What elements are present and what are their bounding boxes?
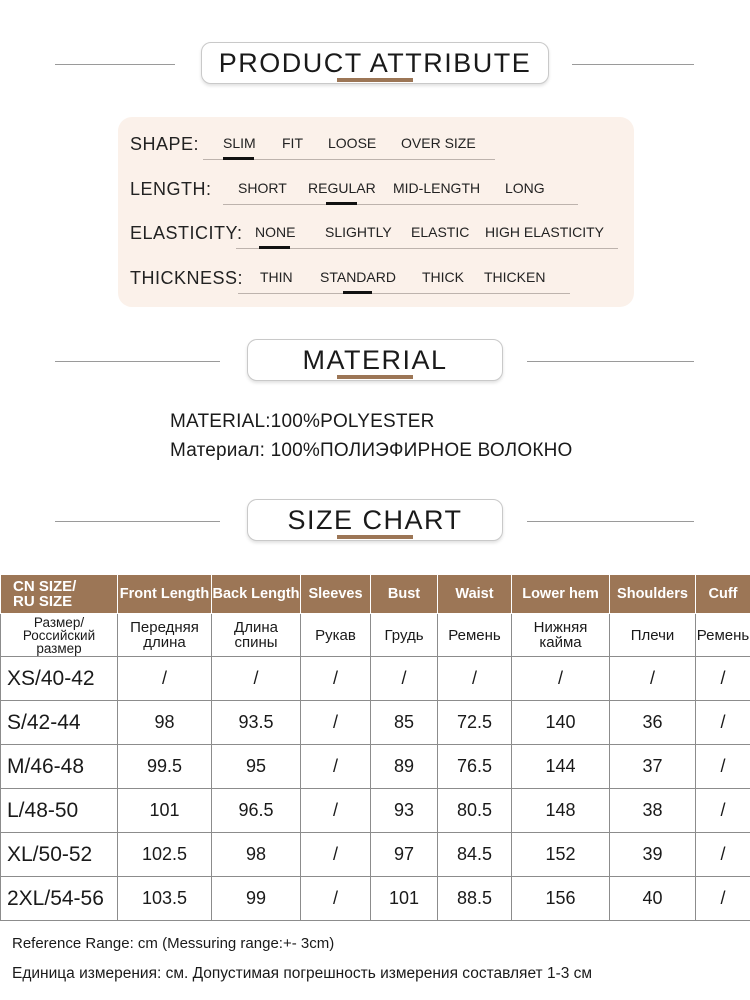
heading-rule-left xyxy=(55,64,175,65)
size-chart-heading xyxy=(0,497,750,547)
heading-rule-right xyxy=(527,361,694,362)
title-accent-bar xyxy=(337,375,413,379)
column-header-ru: Грудь xyxy=(371,614,438,657)
attribute-option: HIGH ELASTICITY xyxy=(485,224,605,240)
heading-rule-right xyxy=(572,64,694,65)
table-cell: 93 xyxy=(371,789,438,833)
column-header-ru: Размер/ Российский размер xyxy=(1,614,118,657)
table-cell: / xyxy=(438,657,512,701)
table-cell: 40 xyxy=(610,877,696,921)
column-header: Shoulders xyxy=(610,575,696,614)
table-cell: / xyxy=(696,789,750,833)
attribute-option: LOOSE xyxy=(328,135,377,151)
attribute-option: THIN xyxy=(260,269,293,285)
table-cell: 140 xyxy=(512,701,610,745)
attribute-option: OVER SIZE xyxy=(401,135,476,151)
attribute-option: SHORT xyxy=(238,180,287,196)
attribute-option: FIT xyxy=(282,135,303,151)
table-cell: 148 xyxy=(512,789,610,833)
table-cell: / xyxy=(371,657,438,701)
table-cell: 97 xyxy=(371,833,438,877)
size-label-cell: XL/50-52 xyxy=(1,833,118,877)
attribute-option: THICKEN xyxy=(484,269,546,285)
table-cell: / xyxy=(696,745,750,789)
table-row xyxy=(1,789,750,833)
table-cell: 101 xyxy=(371,877,438,921)
table-row xyxy=(1,745,750,789)
column-header: Lower hem xyxy=(512,575,610,614)
column-header: Waist xyxy=(438,575,512,614)
selected-indicator xyxy=(343,291,372,294)
table-cell: / xyxy=(301,701,371,745)
column-header-ru: Передняя длина xyxy=(118,614,212,657)
table-cell: 39 xyxy=(610,833,696,877)
column-header: Front Length xyxy=(118,575,212,614)
attribute-option: MID-LENGTH xyxy=(393,180,481,196)
table-cell: 80.5 xyxy=(438,789,512,833)
table-cell: 95 xyxy=(212,745,301,789)
attribute-panel xyxy=(118,117,634,307)
table-cell: / xyxy=(118,657,212,701)
column-header: Sleeves xyxy=(301,575,371,614)
table-cell: / xyxy=(696,701,750,745)
table-cell: / xyxy=(301,745,371,789)
section-title: MATERIAL xyxy=(247,339,503,381)
table-cell: 37 xyxy=(610,745,696,789)
size-label-cell: L/48-50 xyxy=(1,789,118,833)
product-attribute-heading xyxy=(0,40,750,90)
table-cell: 84.5 xyxy=(438,833,512,877)
table-cell: 36 xyxy=(610,701,696,745)
table-cell: 98 xyxy=(212,833,301,877)
table-cell: 156 xyxy=(512,877,610,921)
attribute-option: SLIGHTLY xyxy=(325,224,392,240)
column-header-ru: Ремень xyxy=(696,614,750,657)
table-cell: 102.5 xyxy=(118,833,212,877)
heading-rule-left xyxy=(55,521,220,522)
attribute-rule xyxy=(223,204,578,205)
reference-range-note: Reference Range: cm (Messuring range:+- 3cm) xyxy=(12,935,335,952)
attribute-rule xyxy=(238,293,570,294)
heading-rule-right xyxy=(527,521,694,522)
attribute-row-thickness xyxy=(118,263,634,293)
reference-range-note-ru: Единица измерения: см. Допустимая погрешность измерения составляет 1-3 см xyxy=(12,965,593,982)
selected-indicator xyxy=(223,157,254,160)
table-cell: 72.5 xyxy=(438,701,512,745)
table-cell: / xyxy=(301,657,371,701)
column-header-ru: Плечи xyxy=(610,614,696,657)
material-russian: Материал: 100%ПОЛИЭФИРНОЕ ВОЛОКНО xyxy=(170,440,573,461)
size-chart-table xyxy=(0,574,750,921)
table-cell: 88.5 xyxy=(438,877,512,921)
section-title: SIZE CHART xyxy=(247,499,503,541)
section-title: PRODUCT ATTRIBUTE xyxy=(201,42,549,84)
table-cell: 76.5 xyxy=(438,745,512,789)
attribute-label: SHAPE: xyxy=(130,134,200,154)
table-cell: / xyxy=(696,833,750,877)
attribute-option: STANDARD xyxy=(320,269,396,285)
table-row xyxy=(1,877,750,921)
table-cell: 96.5 xyxy=(212,789,301,833)
attribute-row-elasticity xyxy=(118,218,634,248)
attribute-row-shape xyxy=(118,129,634,159)
size-label-cell: XS/40-42 xyxy=(1,657,118,701)
column-header: Bust xyxy=(371,575,438,614)
attribute-option: THICK xyxy=(422,269,464,285)
table-cell: / xyxy=(696,877,750,921)
table-cell: / xyxy=(696,657,750,701)
table-cell: 98 xyxy=(118,701,212,745)
column-header-ru: Ремень xyxy=(438,614,512,657)
table-cell: 103.5 xyxy=(118,877,212,921)
table-cell: / xyxy=(301,877,371,921)
selected-indicator xyxy=(259,246,290,249)
table-cell: / xyxy=(212,657,301,701)
table-cell: 152 xyxy=(512,833,610,877)
table-row xyxy=(1,701,750,745)
column-header: CN SIZE/ RU SIZE xyxy=(1,575,118,614)
column-header: Back Length xyxy=(212,575,301,614)
attribute-option: SLIM xyxy=(223,135,256,151)
attribute-label: THICKNESS: xyxy=(130,268,244,288)
column-header-ru: Рукав xyxy=(301,614,371,657)
table-cell: / xyxy=(301,789,371,833)
table-cell: 99 xyxy=(212,877,301,921)
header-row-english xyxy=(1,575,750,614)
size-label-cell: S/42-44 xyxy=(1,701,118,745)
column-header: Cuff xyxy=(696,575,750,614)
attribute-rule xyxy=(236,248,618,249)
selected-indicator xyxy=(326,202,357,205)
heading-rule-left xyxy=(55,361,220,362)
table-cell: / xyxy=(512,657,610,701)
table-cell: / xyxy=(301,833,371,877)
attribute-label: ELASTICITY: xyxy=(130,223,243,243)
attribute-option: REGULAR xyxy=(308,180,376,196)
table-cell: 89 xyxy=(371,745,438,789)
column-header-ru: Нижняя кайма xyxy=(512,614,610,657)
table-row xyxy=(1,657,750,701)
attribute-option: NONE xyxy=(255,224,296,240)
table-cell: 93.5 xyxy=(212,701,301,745)
attribute-option: LONG xyxy=(505,180,545,196)
title-accent-bar xyxy=(337,535,413,539)
attribute-option: ELASTIC xyxy=(411,224,470,240)
material-english: MATERIAL:100%POLYESTER xyxy=(170,411,435,432)
size-label-cell: M/46-48 xyxy=(1,745,118,789)
material-heading xyxy=(0,337,750,387)
table-cell: 38 xyxy=(610,789,696,833)
attribute-row-length xyxy=(118,174,634,204)
header-row-russian xyxy=(1,614,750,657)
attribute-label: LENGTH: xyxy=(130,179,212,199)
title-accent-bar xyxy=(337,78,413,82)
table-row xyxy=(1,833,750,877)
column-header-ru: Длина спины xyxy=(212,614,301,657)
table-cell: 85 xyxy=(371,701,438,745)
table-cell: 99.5 xyxy=(118,745,212,789)
table-cell: 101 xyxy=(118,789,212,833)
size-label-cell: 2XL/54-56 xyxy=(1,877,118,921)
table-cell: 144 xyxy=(512,745,610,789)
table-cell: / xyxy=(610,657,696,701)
